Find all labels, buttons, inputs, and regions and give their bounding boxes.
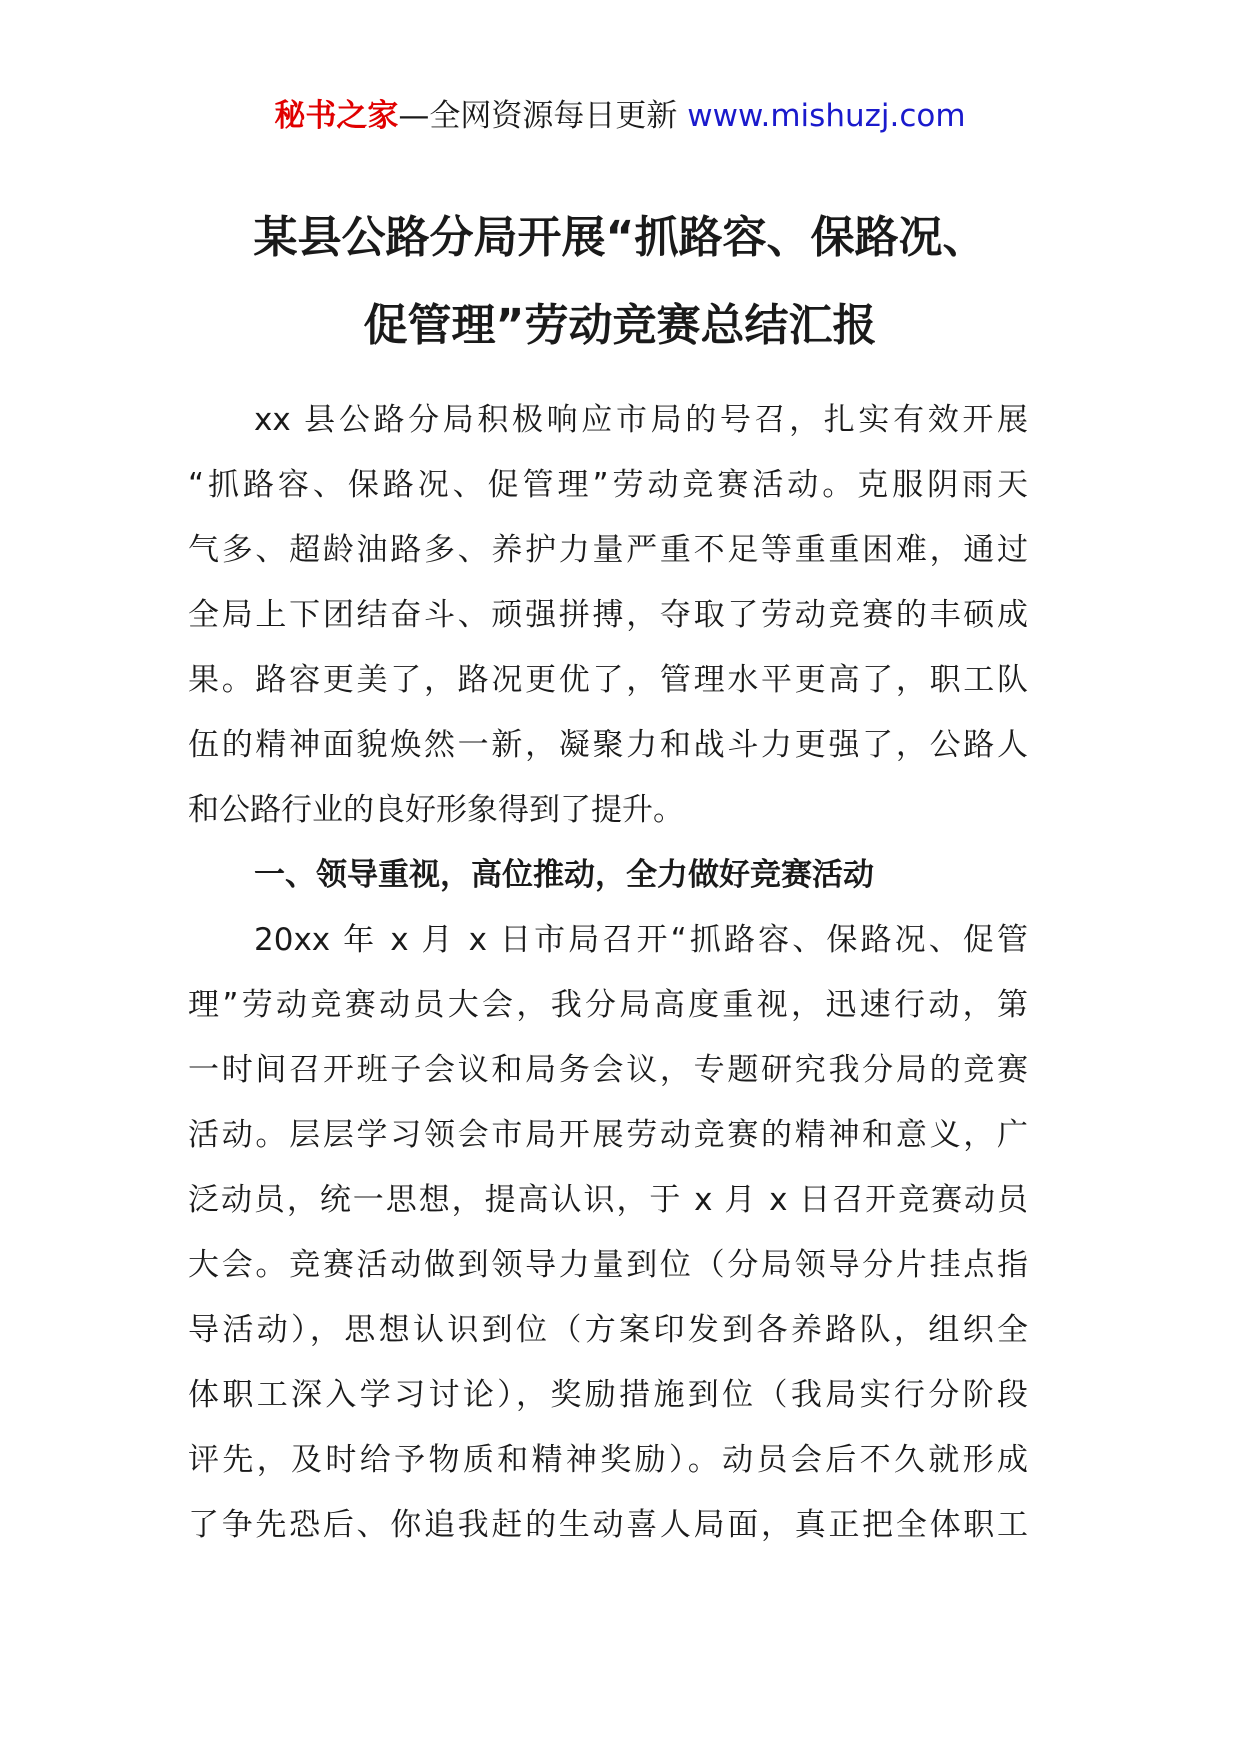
site-url-link[interactable]: www.mishuzj.com bbox=[687, 98, 966, 134]
text-line: 气多、超龄油路多、养护力量严重不足等重重困难，通过 bbox=[188, 532, 1028, 568]
text-line: 果。路容更美了，路况更优了，管理水平更高了，职工队 bbox=[188, 662, 1028, 698]
text-line: 体职工深入学习讨论），奖励措施到位（我局实行分阶段 bbox=[188, 1377, 1028, 1413]
text-line: xx 县公路分局积极响应市局的号召，扎实有效开展 bbox=[254, 402, 1028, 438]
section-heading: 一、领导重视，高位推动，全力做好竞赛活动 bbox=[254, 857, 874, 893]
title-line-2: 促管理”劳动竞赛总结汇报 bbox=[363, 300, 877, 351]
text-line: 和公路行业的良好形象得到了提升。 bbox=[188, 792, 684, 828]
text-line: 了争先恐后、你追我赶的生动喜人局面，真正把全体职工 bbox=[188, 1507, 1028, 1543]
text-line: 评先，及时给予物质和精神奖励）。动员会后不久就形成 bbox=[188, 1442, 1028, 1478]
text-line: 大会。竞赛活动做到领导力量到位（分局领导分片挂点指 bbox=[188, 1247, 1028, 1283]
document-body bbox=[188, 388, 1028, 1558]
text-line: 理”劳动竞赛动员大会，我分局高度重视，迅速行动，第 bbox=[188, 987, 1028, 1023]
text-line: 活动。层层学习领会市局开展劳动竞赛的精神和意义，广 bbox=[188, 1117, 1028, 1153]
page-header bbox=[0, 96, 1240, 136]
text-line: “抓路容、保路况、促管理”劳动竞赛活动。克服阴雨天 bbox=[188, 467, 1028, 503]
text-line: 20xx 年 x 月 x 日市局召开“抓路容、保路况、促管 bbox=[254, 922, 1028, 958]
text-line: 伍的精神面貌焕然一新，凝聚力和战斗力更强了，公路人 bbox=[188, 727, 1028, 763]
text-line: 全局上下团结奋斗、顽强拼搏，夺取了劳动竞赛的丰硕成 bbox=[188, 597, 1028, 633]
text-line: 一时间召开班子会议和局务会议，专题研究我分局的竞赛 bbox=[188, 1052, 1028, 1088]
document-title bbox=[0, 194, 1240, 370]
brand-name: 秘书之家 bbox=[274, 98, 399, 134]
header-tagline: —全网资源每日更新 bbox=[398, 98, 688, 134]
text-line: 导活动），思想认识到位（方案印发到各养路队，组织全 bbox=[188, 1312, 1028, 1348]
title-line-1: 某县公路分局开展“抓路容、保路况、 bbox=[253, 212, 987, 263]
text-line: 泛动员，统一思想，提高认识，于 x 月 x 日召开竞赛动员 bbox=[188, 1182, 1028, 1218]
